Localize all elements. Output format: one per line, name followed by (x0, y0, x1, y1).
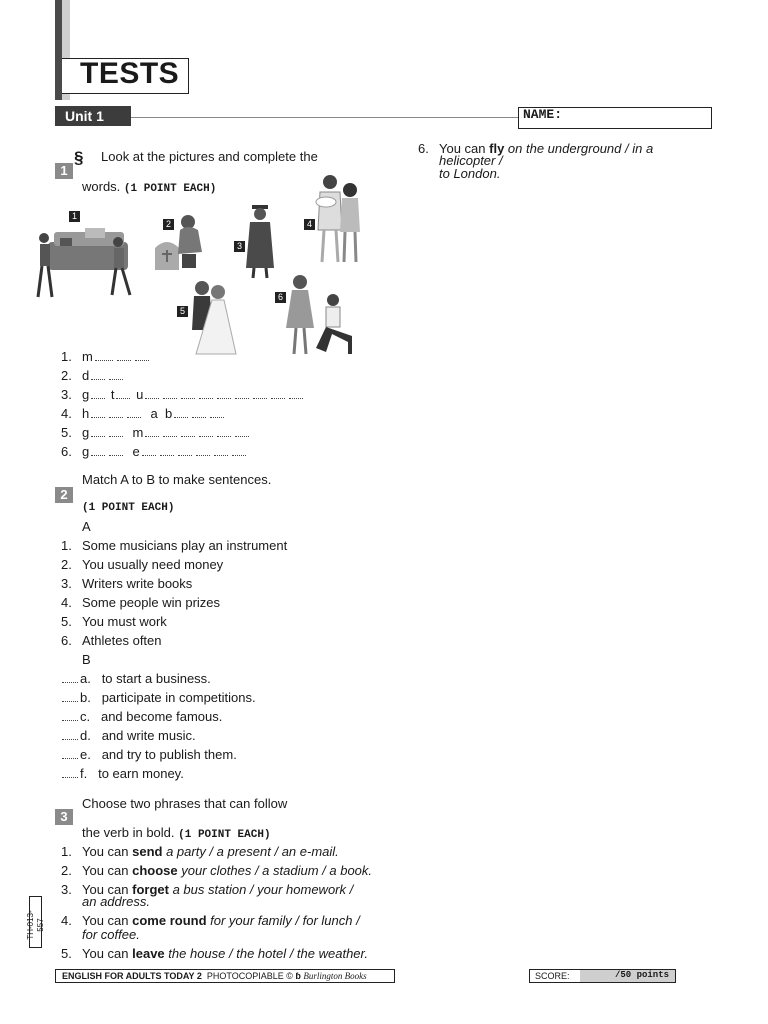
score-label: SCORE: (535, 971, 570, 981)
column-a-label: A (82, 519, 91, 534)
footer-photocopiable: PHOTOCOPIABLE © (206, 971, 293, 981)
exercise-3-instruction-cont: the verb in bold. (82, 825, 175, 840)
bold-verb: choose (132, 863, 178, 878)
match-row-c[interactable] (62, 709, 222, 725)
option-text: and become famous. (100, 709, 223, 724)
option-letter: a. (80, 671, 91, 686)
answer-blank[interactable] (62, 711, 78, 721)
option-letter: f. (80, 766, 88, 781)
exercise-1-instruction: Look at the pictures and complete the (101, 149, 318, 164)
item-number: 6. (61, 633, 72, 648)
answer-blank[interactable] (62, 730, 78, 740)
exercise-1-instruction-cont: words. (82, 179, 121, 194)
match-row-e[interactable] (62, 747, 237, 763)
sentence-a-4: Some people win prizes (82, 595, 221, 610)
item-number: 1. (61, 349, 72, 364)
item-number: 1. (61, 538, 72, 553)
bold-verb: fly (489, 141, 505, 156)
item-number: 2. (61, 557, 72, 572)
picture-number-5: 5 (177, 306, 188, 317)
picture-number-6: 6 (275, 292, 286, 303)
word-letter: g (82, 387, 90, 402)
bold-verb: come round (132, 913, 207, 928)
option-letter: d. (80, 728, 91, 743)
item-number: 4. (61, 913, 72, 928)
exercise-2-instruction: Match A to B to make sentences. (82, 472, 272, 487)
match-row-b[interactable] (62, 690, 256, 706)
item-number: 2. (61, 863, 72, 878)
option-text: and write music. (101, 728, 196, 743)
document-code: TH-013-557 (26, 910, 45, 940)
item-number: 5. (61, 614, 72, 629)
option-letter: b. (80, 690, 91, 705)
bold-verb: forget (132, 882, 169, 897)
item-number: 4. (61, 595, 72, 610)
phrase-options-cont: for coffee. (82, 927, 140, 942)
phrase-prefix: You can (82, 863, 133, 878)
phrase-options: for your family / for lunch / (206, 913, 360, 928)
word-item-1[interactable] (82, 349, 151, 365)
item-number: 5. (61, 946, 72, 961)
word-letter: e (132, 444, 140, 459)
item-number: 5. (61, 425, 72, 440)
item-number: 2. (61, 368, 72, 383)
exercise-3-instruction: Choose two phrases that can follow (82, 796, 288, 811)
word-letter: g (82, 425, 90, 440)
bold-verb: send (132, 844, 163, 859)
word-item-2[interactable] (82, 368, 125, 384)
picture-number-3: 3 (234, 241, 245, 252)
option-text: and try to publish them. (101, 747, 237, 762)
word-letter: m (132, 425, 144, 440)
option-text: to earn money. (98, 766, 184, 781)
phrase-item-2[interactable] (82, 863, 372, 879)
item-number: 3. (61, 882, 72, 897)
item-number: 3. (61, 576, 72, 591)
sentence-a-6: Athletes often (82, 633, 162, 648)
item-number: 1. (61, 844, 72, 859)
unit-label: Unit 1 (55, 106, 131, 126)
sentence-a-5: You must work (82, 614, 167, 629)
name-label: NAME: (523, 107, 563, 122)
exercise-2-badge: 2 (55, 487, 73, 503)
phrase-prefix: You can (82, 844, 133, 859)
picture-number-4: 4 (304, 219, 315, 230)
publisher-logo-icon: ɓ (295, 971, 301, 981)
option-letter: c. (80, 709, 91, 724)
section-symbol: § (74, 148, 84, 167)
page-title: TESTS (80, 57, 180, 90)
item-number: 6. (61, 444, 72, 459)
option-text: to start a business. (101, 671, 211, 686)
sentence-a-3: Writers write books (82, 576, 193, 591)
phrase-options: a bus station / your homework / (168, 882, 354, 897)
phrase-options: a party / a present / an e-mail. (162, 844, 339, 859)
word-letter: g (82, 444, 90, 459)
getting-engaged-illustration (286, 275, 352, 354)
header-rule (131, 117, 518, 118)
footer-book-title: ENGLISH FOR ADULTS TODAY 2 (62, 971, 202, 981)
sentence-a-2: You usually need money (82, 557, 224, 572)
word-item-6[interactable] (82, 444, 248, 460)
word-item-4[interactable] (82, 406, 226, 422)
word-letter: u (136, 387, 144, 402)
word-letter: d (82, 368, 90, 383)
exercise-3-badge: 3 (55, 809, 73, 825)
phrase-options: the house / the hotel / the weather. (164, 946, 368, 961)
phrase-options-cont: an address. (82, 894, 150, 909)
phrase-options: on the underground / in a (504, 141, 654, 156)
word-letter: t (110, 387, 115, 402)
footer-credit (55, 969, 395, 983)
answer-blank[interactable] (62, 768, 78, 778)
item-number: 4. (61, 406, 72, 421)
header-strip-dark (55, 0, 62, 100)
having-a-baby-illustration (316, 175, 360, 262)
option-text: participate in competitions. (101, 690, 256, 705)
word-letter: h (82, 406, 90, 421)
moving-house-illustration (38, 228, 130, 297)
exercise-1-points: (1 POINT EACH) (123, 183, 217, 195)
sentence-a-1: Some musicians play an instrument (82, 538, 288, 553)
word-letter: a (150, 406, 158, 421)
phrase-options-cont: helicopter / (439, 153, 503, 168)
word-item-5[interactable] (82, 425, 251, 441)
answer-blank[interactable] (62, 692, 78, 702)
exercise-2-points: (1 POINT EACH) (82, 502, 175, 514)
exercise-1-badge: 1 (55, 163, 73, 179)
wedding-illustration (192, 281, 236, 354)
picture-number-1: 1 (69, 211, 80, 222)
phrase-prefix: You can (82, 882, 133, 897)
exercise-1-illustrations (30, 170, 370, 360)
match-row-d[interactable] (62, 728, 196, 744)
bold-verb: leave (132, 946, 165, 961)
answer-blank[interactable] (62, 673, 78, 683)
name-field[interactable] (518, 107, 712, 129)
footer-publisher: Burlington Books (303, 971, 367, 981)
phrase-item-5[interactable] (82, 946, 368, 962)
exercise-3-points: (1 POINT EACH) (178, 829, 271, 841)
word-item-3[interactable] (82, 387, 305, 403)
item-number: 6. (418, 141, 429, 156)
phrase-options: your clothes / a stadium / a book. (177, 863, 373, 878)
column-b-label: B (82, 652, 91, 667)
score-total: /50 points (615, 970, 670, 980)
answer-blank[interactable] (62, 749, 78, 759)
word-letter: b (164, 406, 173, 421)
phrase-options-cont: to London. (439, 166, 501, 181)
phrase-prefix: You can (82, 913, 133, 928)
phrase-prefix: You can (82, 946, 133, 961)
graduation-illustration (246, 205, 274, 278)
item-number: 3. (61, 387, 72, 402)
phrase-prefix: You can (439, 141, 490, 156)
match-row-a[interactable] (62, 671, 211, 687)
option-letter: e. (80, 747, 91, 762)
word-letter: m (82, 349, 93, 364)
phrase-item-1[interactable] (82, 844, 339, 860)
match-row-f[interactable] (62, 766, 184, 782)
picture-number-2: 2 (163, 219, 174, 230)
